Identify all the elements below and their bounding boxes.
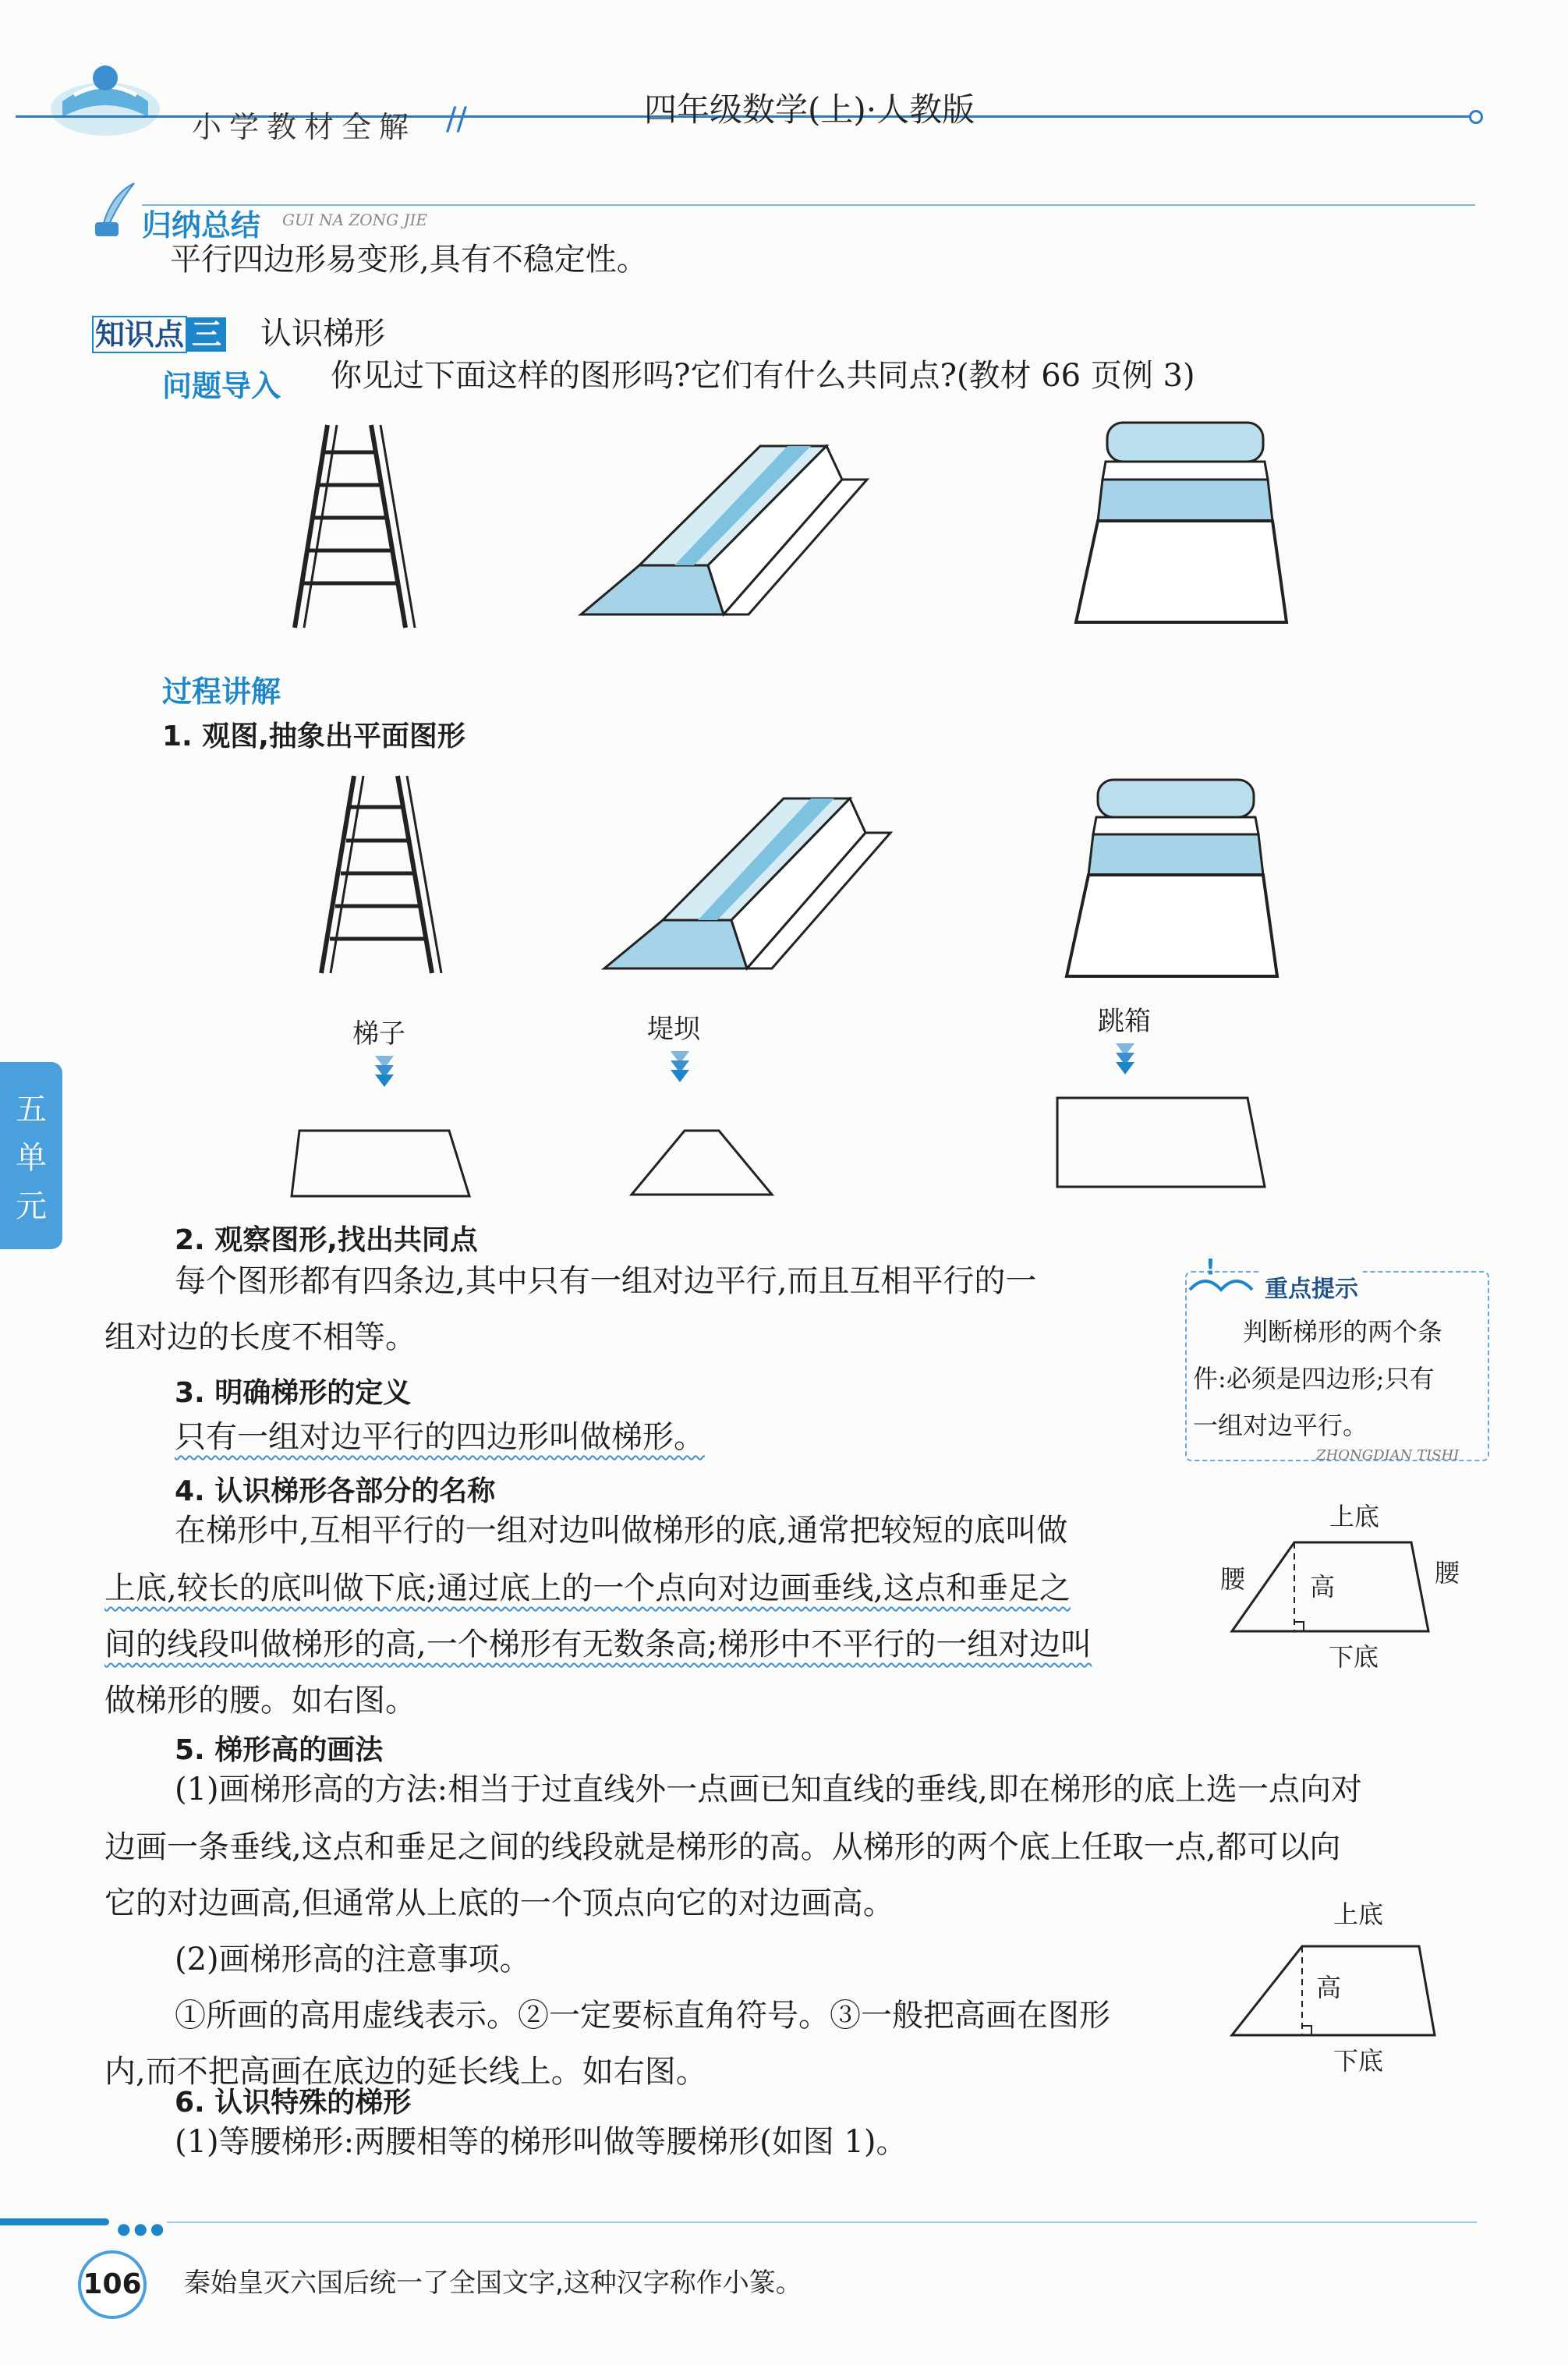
ladder-figure-2 (315, 772, 448, 979)
step4-line-2: 上底,较长的底叫做下底;通过底上的一个点向对边画垂线,这点和垂足之 (104, 1570, 1071, 1606)
side-tab-char: 单 (16, 1140, 47, 1176)
step5-p1-line-3: 它的对边画高,但通常从上底的一个顶点向它的对边画高。 (104, 1885, 894, 1921)
knowledge-point-tag (92, 310, 226, 353)
summary-rule (142, 204, 1475, 206)
quill-icon (87, 179, 150, 242)
figure-label-ladder: 梯子 (352, 1018, 405, 1050)
step2-title: 2. 观察图形,找出共同点 (175, 1224, 478, 1256)
figure-label-vaulting-box: 跳箱 (1098, 1006, 1151, 1037)
trapezoid-height-diagram (1216, 1895, 1458, 2074)
step4-line-4: 做梯形的腰。如右图。 (104, 1683, 416, 1719)
ladder-trapezoid-shape (288, 1124, 476, 1202)
dam-trapezoid-shape (624, 1126, 780, 1201)
book-title: 四年级数学(上)·人教版 (644, 90, 975, 129)
step6-text: (1)等腰梯形:两腰相等的梯形叫做等腰梯形(如图 1)。 (175, 2124, 908, 2160)
tip-box-line-3: 一组对边平行。 (1193, 1411, 1368, 1440)
diagram2-bottom-label: 下底 (1333, 2046, 1384, 2074)
step5-p1-line-2: 边画一条垂线,这点和垂足之间的线段就是梯形的高。从梯形的两个底上任取一点,都可以向 (104, 1829, 1341, 1865)
knowledge-point-title: 认识梯形 (260, 316, 385, 352)
step5-p2-title: (2)画梯形高的注意事项。 (175, 1942, 531, 1977)
step2-text-line-1: 每个图形都有四条边,其中只有一组对边平行,而且互相平行的一 (175, 1263, 1037, 1299)
tip-box-line-1: 判断梯形的两个条 (1243, 1317, 1443, 1347)
step6-title: 6. 认识特殊的梯形 (175, 2087, 412, 2119)
book-series: 小学教材全解 (192, 110, 417, 144)
step4-line-1-text: 在梯形中,互相平行的一组对边叫做梯形的底,通常把较短的底叫做 (175, 1513, 1068, 1549)
step2-text-line-2: 组对边的长度不相等。 (104, 1319, 416, 1355)
exclamation-icon (1188, 1252, 1258, 1299)
header (0, 0, 1568, 179)
knowledge-point-tag-label: 知识点 (92, 316, 187, 353)
page-number: 106 (78, 2250, 147, 2319)
footer-dots: ●●● (117, 2219, 168, 2238)
diagram1-height-label: 高 (1310, 1572, 1336, 1602)
figure-label-dam: 堤坝 (647, 1014, 700, 1045)
step5-title: 5. 梯形高的画法 (175, 1734, 384, 1766)
trapezoid-parts-diagram (1216, 1497, 1474, 1676)
side-tab-char: 五 (16, 1092, 47, 1128)
step4-title: 4. 认识梯形各部分的名称 (175, 1475, 496, 1507)
step5-p1-line-1: (1)画梯形高的方法:相当于过直线外一点画已知直线的垂线,即在梯形的底上选一点向对 (175, 1772, 1362, 1807)
knowledge-point-tag-number: 三 (187, 317, 226, 352)
tip-box-pinyin: ZHONGDIAN TISHI (1316, 1447, 1460, 1464)
footer-rule-accent (0, 2218, 109, 2225)
dam-figure-2 (600, 788, 897, 975)
vaulting-box-figure (1068, 413, 1294, 632)
vaulting-box-trapezoid-shape (1053, 1092, 1271, 1193)
tip-box-title: 重点提示 (1260, 1269, 1363, 1304)
summary-label: 归纳总结 (142, 208, 261, 243)
arrow-down-icon (668, 1050, 692, 1085)
header-slash-icon: // (446, 101, 467, 137)
question-intro-text: 你见过下面这样的图形吗?它们有什么共同点?(教材 66 页例 3) (331, 358, 1195, 394)
book-logo-icon (47, 55, 164, 140)
side-tab-char: 元 (16, 1188, 47, 1224)
diagram1-right-label: 腰 (1435, 1558, 1460, 1588)
diagram2-height-label: 高 (1316, 1973, 1342, 2002)
arrow-down-icon (1113, 1042, 1137, 1078)
footer-rule (167, 2222, 1477, 2223)
diagram1-bottom-label: 下底 (1329, 1642, 1379, 1672)
process-label: 过程讲解 (162, 674, 281, 709)
vaulting-box-figure-2 (1059, 772, 1285, 982)
tip-box-line-2: 件:必须是四边形;只有 (1193, 1364, 1435, 1393)
summary-pinyin: GUI NA ZONG JIE (282, 211, 428, 229)
tip-box (1185, 1271, 1489, 1464)
summary-text: 平行四边形易变形,具有不稳定性。 (170, 242, 648, 278)
header-rule-end-icon (1469, 110, 1483, 124)
svg-text:!: ! (1205, 1254, 1216, 1280)
footer-note: 秦始皇灭六国后统一了全国文字,这种汉字称作小篆。 (184, 2268, 802, 2299)
question-intro-label: 问题导入 (162, 369, 281, 403)
arrow-down-icon (373, 1054, 396, 1090)
step4-line-3: 间的线段叫做梯形的高,一个梯形有无数条高;梯形中不平行的一组对边叫 (104, 1627, 1092, 1662)
step1-title: 1. 观图,抽象出平面图形 (162, 720, 465, 752)
step3-definition: 只有一组对边平行的四边形叫做梯形。 (175, 1419, 705, 1455)
step5-p2-line-2: 内,而不把高画在底边的延长线上。如右图。 (104, 2054, 707, 2090)
step3-title: 3. 明确梯形的定义 (175, 1377, 412, 1409)
ladder-figure (288, 421, 421, 632)
diagram1-left-label: 腰 (1220, 1564, 1246, 1594)
step5-p2-line-1: ①所画的高用虚线表示。②一定要标直角符号。③一般把高画在图形 (175, 1998, 1110, 2034)
diagram2-top-label: 上底 (1333, 1899, 1384, 1929)
dam-figure (577, 437, 873, 620)
diagram1-top-label: 上底 (1329, 1502, 1380, 1531)
unit-side-tab (0, 1062, 62, 1249)
step4-line-1 (175, 1505, 1067, 1556)
